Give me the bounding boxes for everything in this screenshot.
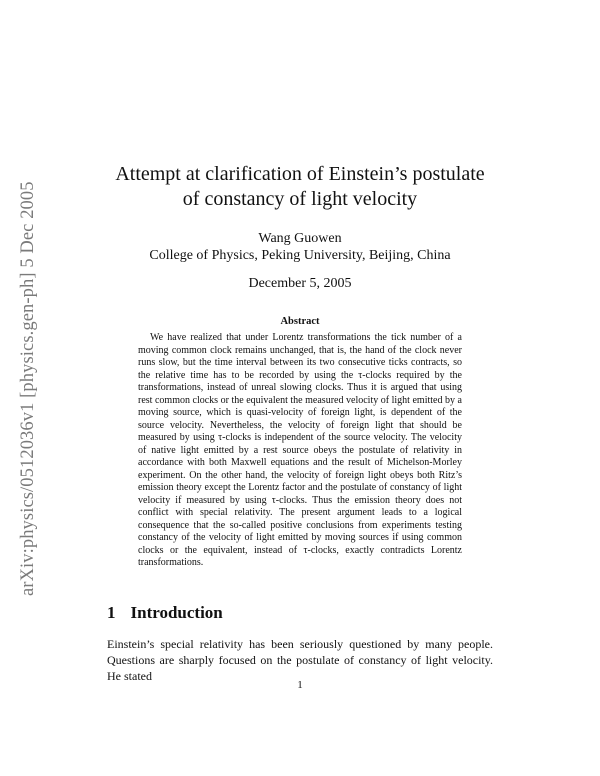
paper-date: December 5, 2005 [248,276,352,291]
section-title: Introduction [130,603,223,622]
abstract-text: We have realized that under Lorentz transformations the tick number of a moving common clock remains unchanged, that is, the hand of the clock never runs slow, but the time interval between its two consecutive ticks contracts, so the relative time has to be recorded by using the τ-clocks required by the transformations, instead of unreal slowing clocks. Thus it is argued that using rest common clocks or the equivalent the measured velocity of light emitted by a moving source, which is quasi-velocity of foreign light, is dependent of the source velocity. Nevertheless, the velocity of foreign light that should be measured by using τ-clocks is independent of the source velocity. The velocity of native light emitted by a rest source obeys the postulate of relativity in accordance with both Maxwell equations and the result of Michelson-Morley experiment. On the other hand, the velocity of foreign light obeys both Ritz’s emission theory except the Lorentz factor and the postulate of constancy of light velocity if measured by using τ-clocks. Thus the emission theory does not conflict with special relativity. The present argument leads to a logical consequence that the so-called positive conclusions from experiments testing constancy of the velocity of light emitted by moving sources if using common clocks or the equivalent, instead of τ-clocks, exactly contradicts Lorentz transformations. [138,332,462,568]
section-heading [107,603,223,623]
section-body-text: Einstein’s special relativity has been seriously questioned by many people. Questions are sharply focused on the postulate of constancy of light velocity. He stated [107,637,493,683]
section-number: 1 [107,603,116,622]
paper-title-line-1: Attempt at clarification of Einstein’s postulate [115,163,485,185]
arxiv-identifier-stamp: arXiv:physics/0512036v1 [physics.gen-ph] 5 Dec 2005 [18,181,38,596]
paper-title-line-2: of constancy of light velocity [182,188,418,210]
author-name: Wang Guowen [258,231,342,246]
page-number: 1 [297,679,303,691]
paper-title [0,162,600,212]
abstract-heading: Abstract [280,316,320,327]
author-affiliation: College of Physics, Peking University, Beijing, China [149,248,451,263]
